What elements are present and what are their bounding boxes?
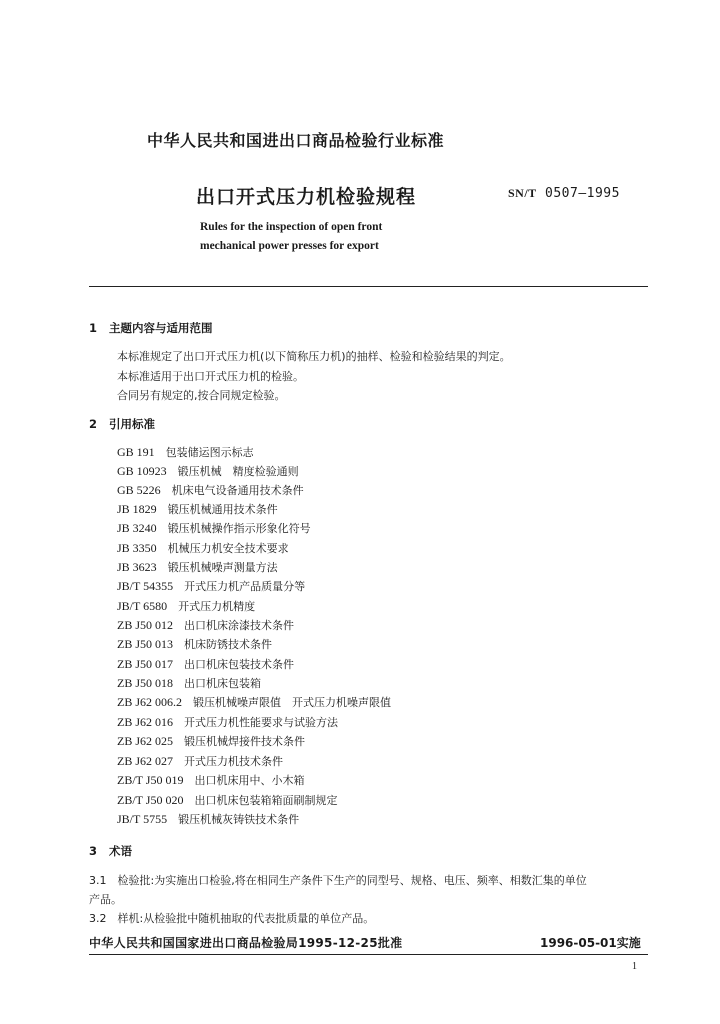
- reference-item: JB 3350 机械压力机安全技术要求: [117, 541, 289, 555]
- effective-date: 1996-05-01实施: [540, 936, 641, 950]
- reference-item: ZB J62 027 开式压力机技术条件: [117, 754, 284, 768]
- english-title-line1: Rules for the inspection of open front: [200, 221, 383, 233]
- term-definition: 3.2 样机:从检验批中随机抽取的代表批质量的单位产品。: [89, 912, 375, 925]
- reference-item: ZB J50 013 机床防锈技术条件: [117, 637, 273, 651]
- section-2-heading: [89, 416, 155, 432]
- section-3-heading: [89, 843, 132, 859]
- reference-item: ZB J50 017 出口机床包装技术条件: [117, 657, 295, 671]
- standard-code-prefix: SN/T: [508, 186, 537, 200]
- reference-item: JB 3623 锻压机械噪声测量方法: [117, 560, 278, 574]
- section-1-title: 主题内容与适用范围: [109, 321, 213, 335]
- standard-code-number: 0507—1995: [545, 186, 620, 201]
- reference-item: GB 5226 机床电气设备通用技术条件: [117, 483, 304, 497]
- reference-item: JB/T 54355 开式压力机产品质量分等: [117, 579, 306, 593]
- section-1-para: 本标准规定了出口开式压力机(以下简称压力机)的抽样、检验和检验结果的判定。: [117, 350, 511, 363]
- reference-item: ZB J50 012 出口机床涂漆技术条件: [117, 618, 295, 632]
- section-1-heading: [89, 320, 213, 336]
- reference-item: ZB/T J50 019 出口机床用中、小木箱: [117, 773, 305, 787]
- reference-item: ZB J62 016 开式压力机性能要求与试验方法: [117, 715, 339, 729]
- top-divider: [89, 286, 648, 287]
- reference-item: ZB J50 018 出口机床包装箱: [117, 676, 262, 690]
- reference-item: JB 1829 锻压机械通用技术条件: [117, 502, 278, 516]
- reference-item: JB/T 6580 开式压力机精度: [117, 599, 256, 613]
- reference-item: GB 191 包装储运图示标志: [117, 445, 254, 459]
- term-definition: 产品。: [89, 893, 122, 906]
- term-definition: 3.1 检验批:为实施出口检验,将在相同生产条件下生产的同型号、规格、电压、频率、相数汇集的单位: [89, 874, 587, 887]
- standard-category-header: 中华人民共和国进出口商品检验行业标准: [147, 131, 445, 150]
- section-1-para: 合同另有规定的,按合同规定检验。: [117, 389, 286, 402]
- page-number: 1: [632, 961, 637, 972]
- reference-item: ZB J62 025 锻压机械焊接件技术条件: [117, 734, 306, 748]
- reference-item: ZB/T J50 020 出口机床包装箱箱面刷制规定: [117, 793, 338, 807]
- section-3-title: 术语: [109, 844, 132, 858]
- standard-code: [508, 186, 620, 201]
- bottom-divider: [89, 954, 648, 955]
- english-title-line2: mechanical power presses for export: [200, 240, 379, 252]
- reference-item: JB/T 5755 锻压机械灰铸铁技术条件: [117, 812, 300, 826]
- reference-item: GB 10923 锻压机械 精度检验通则: [117, 464, 299, 478]
- section-2-title: 引用标准: [109, 417, 155, 431]
- document-title: 出口开式压力机检验规程: [196, 186, 417, 208]
- section-1-number: 1: [89, 321, 98, 335]
- approval-issuer: 中华人民共和国国家进出口商品检验局1995-12-25批准: [89, 936, 403, 950]
- section-3-number: 3: [89, 844, 98, 858]
- reference-item: JB 3240 锻压机械操作指示形象化符号: [117, 521, 311, 535]
- reference-item: ZB J62 006.2 锻压机械噪声限值 开式压力机噪声限值: [117, 695, 392, 709]
- section-1-para: 本标准适用于出口开式压力机的检验。: [117, 370, 304, 383]
- section-2-number: 2: [89, 417, 98, 431]
